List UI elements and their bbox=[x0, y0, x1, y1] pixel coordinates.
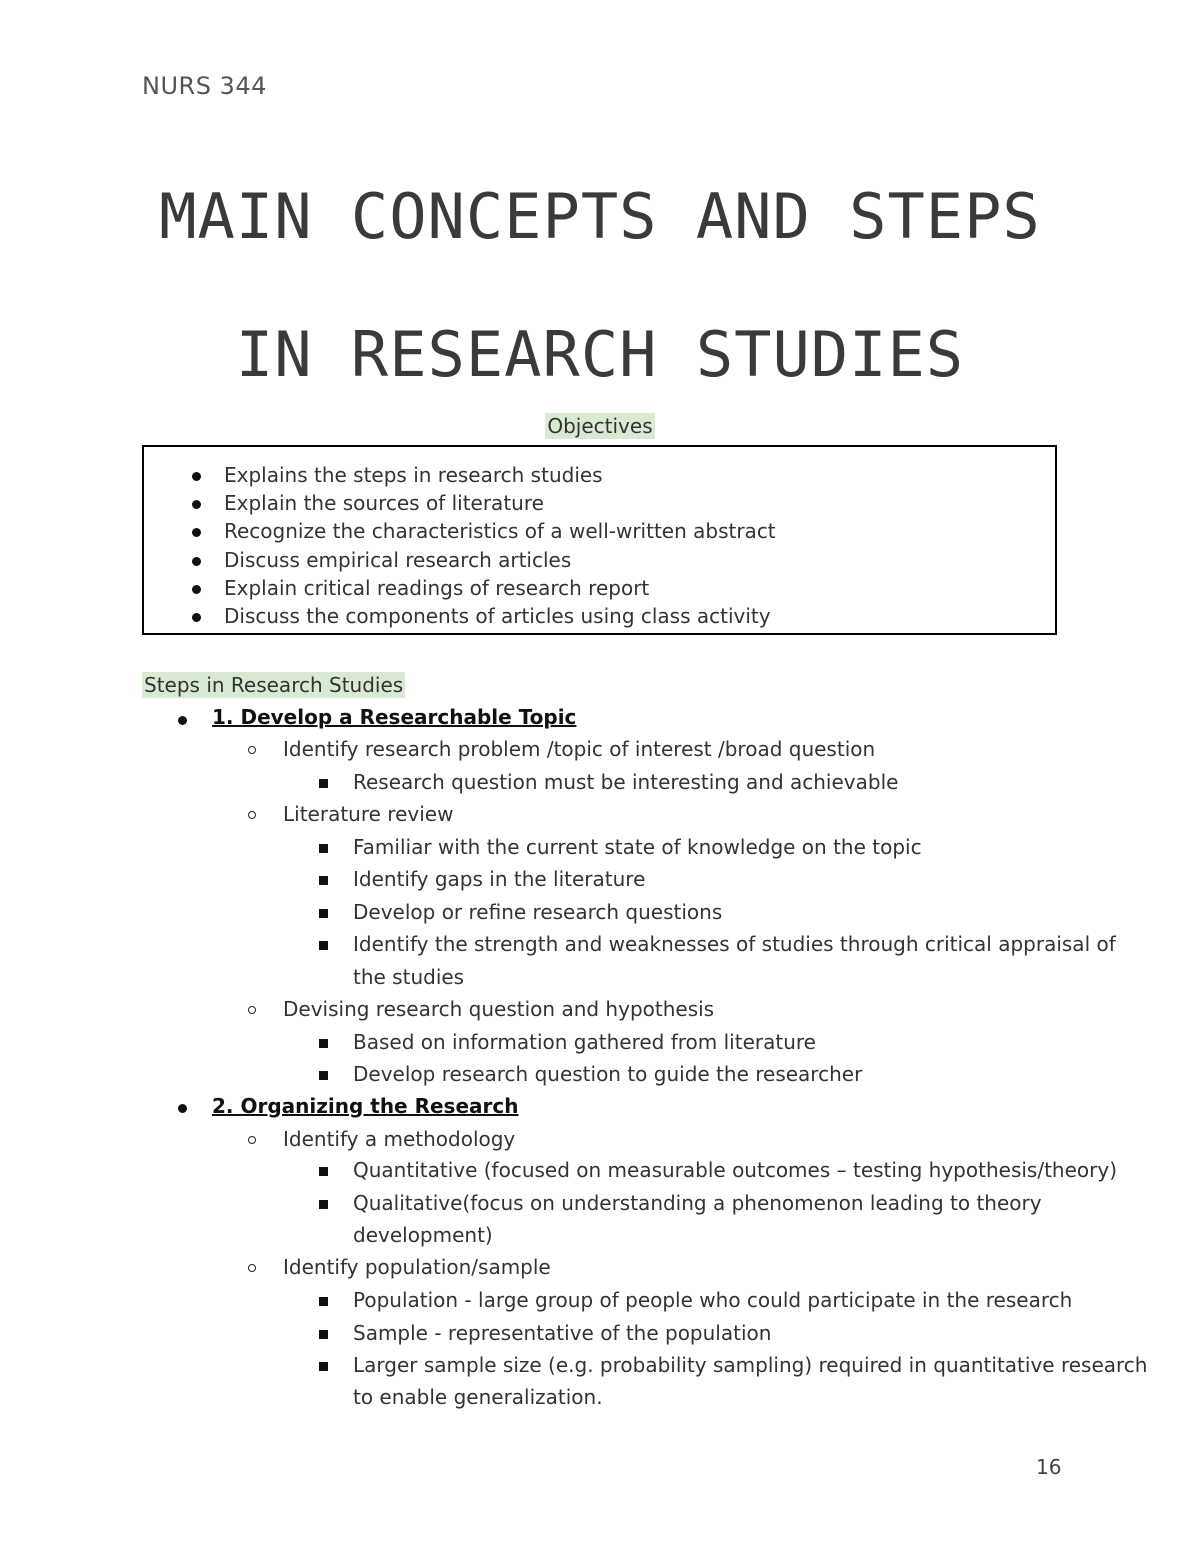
square-bullet-icon bbox=[319, 779, 328, 788]
square-bullet-icon bbox=[319, 1039, 328, 1048]
step-1-b-item-continued: the studies bbox=[353, 965, 465, 989]
square-bullet-icon bbox=[319, 1362, 328, 1371]
page-title-line-1: MAIN CONCEPTS AND STEPS bbox=[159, 180, 1041, 253]
step-1-b-item: Identify gaps in the literature bbox=[353, 867, 646, 891]
objective-item: Explains the steps in research studies bbox=[192, 461, 776, 489]
step-2-sub-a: Identify a methodology bbox=[283, 1127, 516, 1151]
step-2-a-item: Qualitative(focus on understanding a phenomenon leading to theory bbox=[353, 1191, 1042, 1215]
steps-heading: Steps in Research Studies bbox=[144, 673, 404, 697]
square-bullet-icon bbox=[319, 1297, 328, 1306]
step-2-b-item: Larger sample size (e.g. probability sampling) required in quantitative research bbox=[353, 1353, 1148, 1377]
step-1-b-item: Develop or refine research questions bbox=[353, 900, 723, 924]
step-2-b-item: Population - large group of people who could participate in the research bbox=[353, 1288, 1073, 1312]
step-2-a-item: Quantitative (focused on measurable outcomes – testing hypothesis/theory) bbox=[353, 1158, 1117, 1182]
hollow-bullet-icon bbox=[248, 1136, 256, 1144]
course-code: NURS 344 bbox=[142, 72, 267, 100]
square-bullet-icon bbox=[319, 1167, 328, 1176]
objective-item: Explain critical readings of research report bbox=[192, 574, 776, 602]
filled-bullet-icon bbox=[178, 1104, 187, 1113]
square-bullet-icon bbox=[319, 941, 328, 950]
hollow-bullet-icon bbox=[248, 746, 256, 754]
square-bullet-icon bbox=[319, 1330, 328, 1339]
objectives-heading-wrap bbox=[0, 414, 1200, 438]
objective-item: Explain the sources of literature bbox=[192, 489, 776, 517]
step-1-sub-a: Identify research problem /topic of interest /broad question bbox=[283, 737, 876, 761]
square-bullet-icon bbox=[319, 1200, 328, 1209]
step-1-sub-b: Literature review bbox=[283, 802, 454, 826]
objective-item: Discuss empirical research articles bbox=[192, 546, 776, 574]
filled-bullet-icon bbox=[178, 716, 187, 725]
hollow-bullet-icon bbox=[248, 1264, 256, 1272]
step-1-sub-c: Devising research question and hypothesis bbox=[283, 997, 715, 1021]
step-2-b-item: Sample - representative of the population bbox=[353, 1321, 772, 1345]
step-1-b-item: Familiar with the current state of knowledge on the topic bbox=[353, 835, 922, 859]
step-1-b-item: Identify the strength and weaknesses of studies through critical appraisal of bbox=[353, 932, 1116, 956]
step-2-b-item-continued: to enable generalization. bbox=[353, 1385, 603, 1409]
page-number: 16 bbox=[1036, 1455, 1062, 1479]
objective-item: Discuss the components of articles using class activity bbox=[192, 602, 776, 630]
page-title-line-2: IN RESEARCH STUDIES bbox=[235, 318, 965, 391]
hollow-bullet-icon bbox=[248, 1006, 256, 1014]
step-1-a-item: Research question must be interesting and achievable bbox=[353, 770, 899, 794]
step-2-sub-b: Identify population/sample bbox=[283, 1255, 551, 1279]
step-1-c-item: Develop research question to guide the researcher bbox=[353, 1062, 863, 1086]
square-bullet-icon bbox=[319, 909, 328, 918]
hollow-bullet-icon bbox=[248, 811, 256, 819]
objectives-box bbox=[142, 445, 1057, 635]
objectives-list bbox=[192, 461, 776, 630]
objectives-heading: Objectives bbox=[547, 414, 653, 438]
step-2-title: 2. Organizing the Research bbox=[212, 1094, 519, 1118]
step-1-c-item: Based on information gathered from literature bbox=[353, 1030, 816, 1054]
square-bullet-icon bbox=[319, 876, 328, 885]
objective-item: Recognize the characteristics of a well-written abstract bbox=[192, 517, 776, 545]
square-bullet-icon bbox=[319, 844, 328, 853]
square-bullet-icon bbox=[319, 1071, 328, 1080]
step-2-a-item-continued: development) bbox=[353, 1223, 493, 1247]
step-1-title: 1. Develop a Researchable Topic bbox=[212, 705, 577, 729]
